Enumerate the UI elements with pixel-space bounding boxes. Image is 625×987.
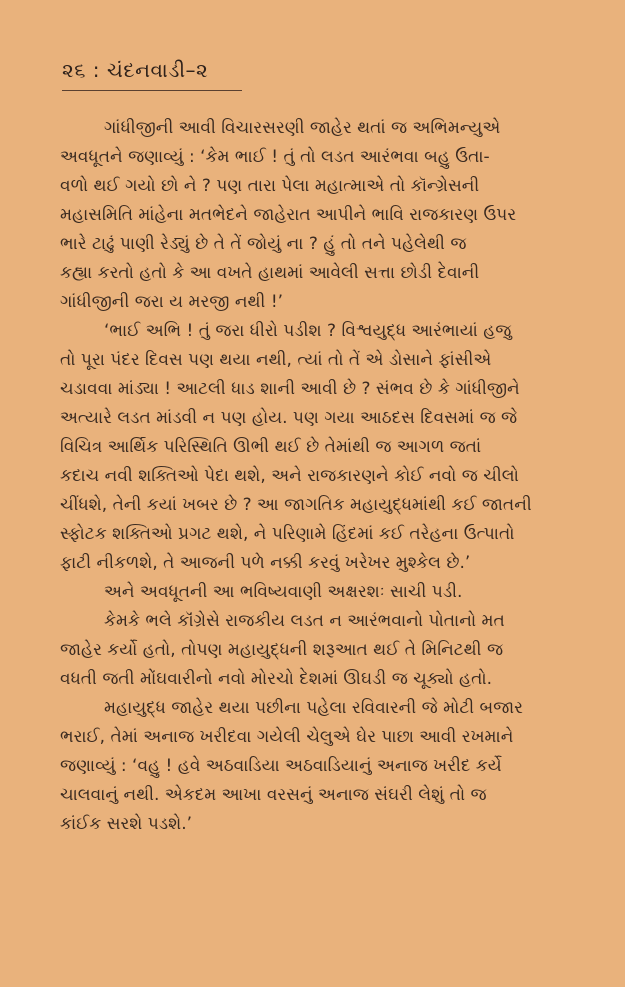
text-line: અને અવધૂતની આ ભવિષ્યવાણી અક્ષરશઃ સાચી પડી. xyxy=(104,582,463,602)
text-line: ભરાઈ, તેમાં અનાજ ખરીદવા ગયેલી ચેલુએ ઘેર પાછા આવી રખમાને xyxy=(60,727,514,747)
text-line: કેમકે ભલે કૉંગ્રેસે રાજકીય લડત ન આરંભવાનો પોતાનો મત xyxy=(104,611,505,631)
text-line: મહાયુદ્ધ જાહેર થયા પછીના પહેલા રવિવારની જે મોટી બજાર xyxy=(104,698,523,718)
text-line: ‘ભાઈ અભિ ! તું જરા ધીરો પડીશ ? વિશ્વયુદ્ધ આરંભાયાં હજુ xyxy=(104,321,512,341)
text-line: કદાચ નવી શક્તિઓ પેદા થશે, અને રાજકારણને કોઈ નવો જ ચીલો xyxy=(60,466,519,486)
text-line: ભારે ટાઢું પાણી રેડ્યું છે તે તેં જોયું ના ? હું તો તને પહેલેથી જ xyxy=(60,234,467,254)
text-line: વિચિત્ર આર્થિક પરિસ્થિતિ ઊભી થઈ છે તેમાંથી જ આગળ જતાં xyxy=(60,437,482,457)
text-line: તો પૂરા પંદર દિવસ પણ થયા નથી, ત્યાં તો તેં એ ડોસાને ફાંસીએ xyxy=(60,350,492,370)
text-line: ચીંધશે, તેની કયાં ખબર છે ? આ જાગતિક મહાયુદ્ધમાંથી કઈ જાતની xyxy=(60,495,532,515)
body-text xyxy=(60,114,568,839)
text-line: ગાંધીજીની જરા ય મરજી નથી !’ xyxy=(60,292,284,312)
text-line: અત્યારે લડત માંડવી ન પણ હોય. પણ ગયા આઠદસ દિવસમાં જ જે xyxy=(60,408,518,428)
text-line: ફાટી નીકળશે, તે આજની પળે નક્કી કરવું ખરેખર મુશ્કેલ છે.’ xyxy=(60,553,471,573)
header-rule xyxy=(62,90,242,91)
text-line: જાહેર કર્યો હતો, તોપણ મહાયુદ્ધની શરૂઆત થઈ તે મિનિટથી જ xyxy=(60,640,504,660)
text-line: ગાંધીજીની આવી વિચારસરણી જાહેર થતાં જ અભિમન્યુએ xyxy=(104,118,501,138)
text-line: વધતી જતી મોંઘવારીનો નવો મોરચો દેશમાં ઊઘડી જ ચૂક્યો હતો. xyxy=(60,669,493,689)
text-line: કહ્યા કરતો હતો કે આ વખતે હાથમાં આવેલી સત્તા છોડી દેવાની xyxy=(60,263,480,283)
text-line: મહાસમિતિ માંહેના મતભેદને જાહેરાત આપીને ભાવિ રાજકારણ ઉપર xyxy=(60,205,517,225)
running-head: ૨૬ : ચંદનવાડી–૨ xyxy=(62,58,209,82)
text-line: સ્ફોટક શક્તિઓ પ્રગટ થશે, ને પરિણામે હિંદમાં કઈ તરેહના ઉત્પાતો xyxy=(60,524,515,544)
text-line: વળો થઈ ગયો છો ને ? પણ તારા પેલા મહાત્માએ તો કૉન્ગ્રેસની xyxy=(60,176,480,196)
text-line: કાંઈક સરશે પડશે.’ xyxy=(60,814,193,834)
text-line: ચડાવવા માંડ્યા ! આટલી ધાડ શાની આવી છે ? સંભવ છે કે ગાંધીજીને xyxy=(60,379,520,399)
text-line: અવધૂતને જણાવ્યું : ‘કેમ ભાઈ ! તું તો લડત આરંભવા બહુ ઉતા- xyxy=(60,147,490,167)
text-line: જણાવ્યું : ‘વહુ ! હવે અઠવાડિયા અઠવાડિયાનું અનાજ ખરીદ કર્યે xyxy=(60,756,502,776)
text-line: ચાલવાનું નથી. એકદમ આખા વરસનું અનાજ સંઘરી લેશું તો જ xyxy=(60,785,487,805)
